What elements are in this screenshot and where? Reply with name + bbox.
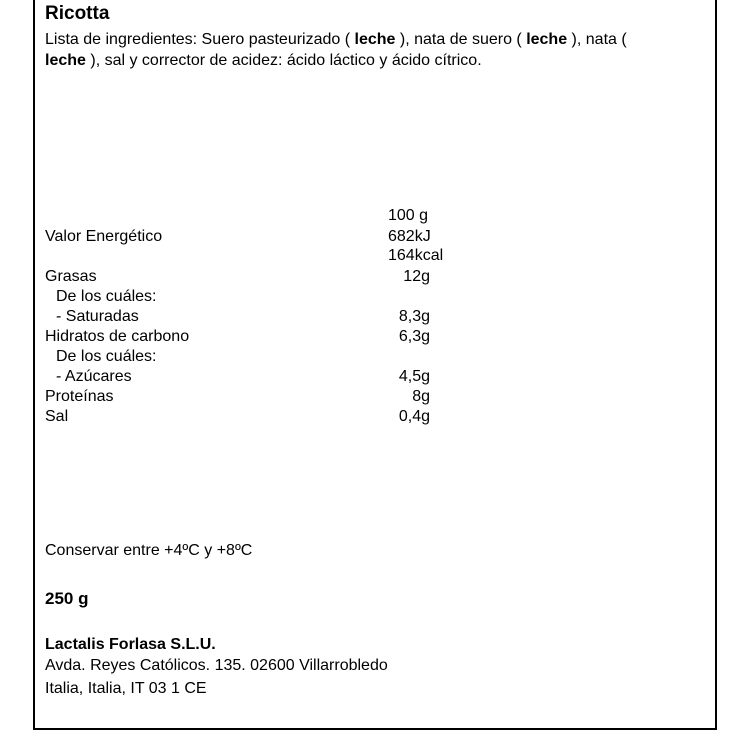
row-label: Proteínas <box>45 388 114 405</box>
row-label: - Azúcares <box>56 368 132 385</box>
ingredients-line-1: Lista de ingredientes: Suero pasteurizado ( leche ), nata de suero ( leche ), nata ( <box>45 31 627 48</box>
row-value: 12g <box>403 268 430 285</box>
allergen-2: leche <box>526 31 568 48</box>
manufacturer-address: Avda. Reyes Católicos. 135. 02600 Villarrobledo <box>45 657 388 674</box>
row-value: 0,4g <box>398 408 430 425</box>
energy-kcal: 164kcal <box>388 247 444 264</box>
nutrition-header: 100 g <box>388 207 429 224</box>
row-value: 8g <box>412 388 430 405</box>
allergen-1: leche <box>354 31 396 48</box>
row-label: Hidratos de carbono <box>45 328 190 345</box>
energy-label: Valor Energético <box>45 228 163 245</box>
row-value: 8,3g <box>398 308 430 325</box>
row-label: De los cuáles: <box>56 348 157 365</box>
row-value: 6,3g <box>398 328 430 345</box>
product-name: Ricotta <box>45 3 110 24</box>
net-weight: 250 g <box>45 589 89 608</box>
row-label: De los cuáles: <box>56 288 157 305</box>
row-label: - Saturadas <box>56 308 139 325</box>
energy-kj: 682kJ <box>388 228 431 245</box>
manufacturer-name: Lactalis Forlasa S.L.U. <box>45 636 216 653</box>
ingredients-line-2: leche ), sal y corrector de acidez: ácido láctico y ácido cítrico. <box>45 52 482 69</box>
allergen-3: leche <box>45 52 86 69</box>
manufacturer-origin: Italia, Italia, IT 03 1 CE <box>45 680 207 697</box>
storage-text: Conservar entre +4ºC y +8ºC <box>45 542 253 559</box>
row-label: Grasas <box>45 268 97 285</box>
row-value: 4,5g <box>398 368 430 385</box>
row-label: Sal <box>45 408 69 425</box>
